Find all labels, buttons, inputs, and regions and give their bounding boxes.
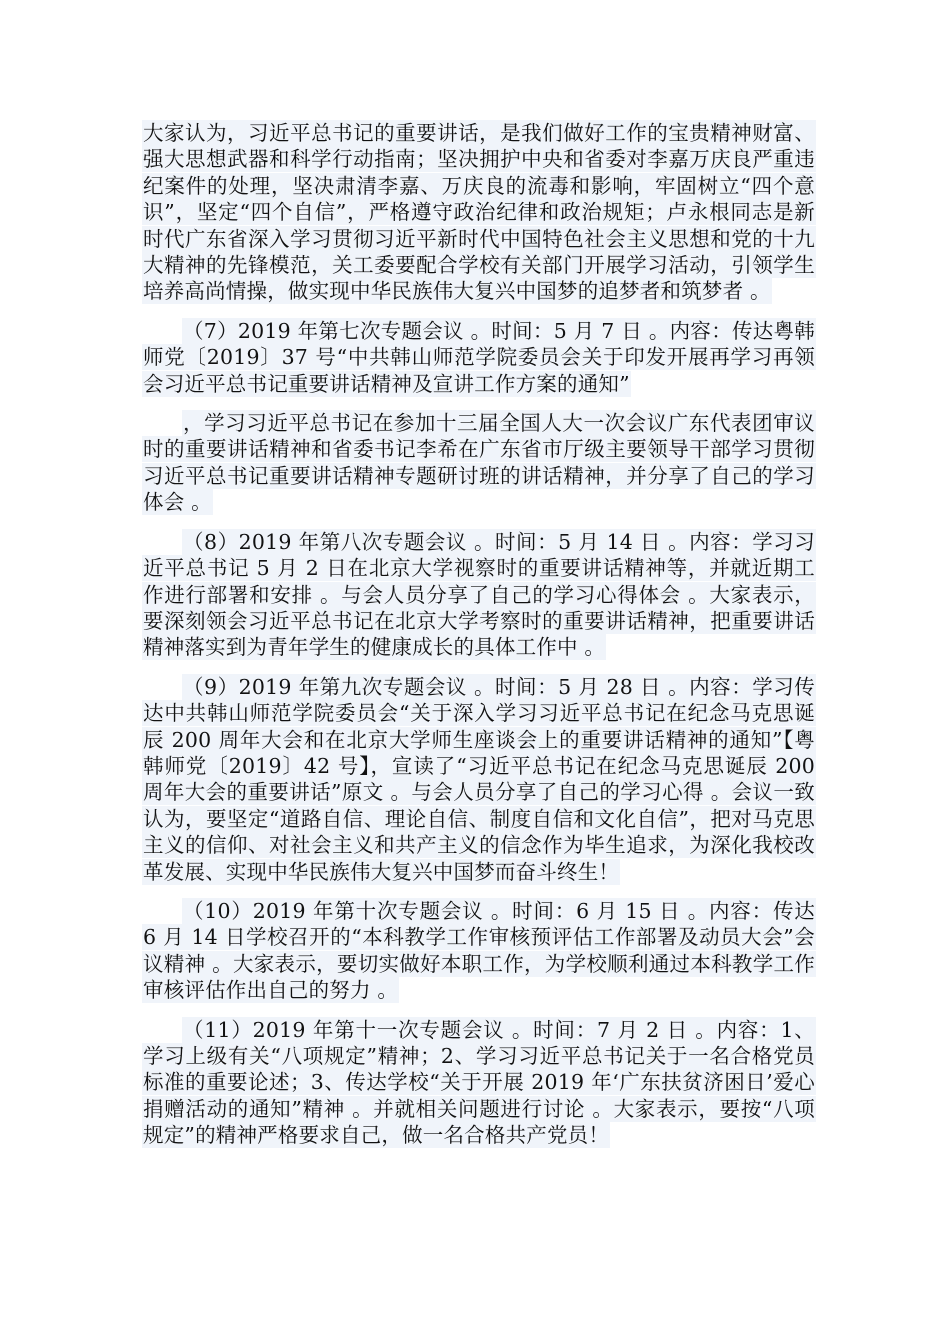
paragraph-7-text: （11）2019 年第十一次专题会议 。时间：7 月 2 日 。内容：1、学习上级有关“八项规定”精神；2、学习习近平总书记关于一名合格党员标准的重要论述；3、传达学校“关于开展 2019 年‘广东扶贫济困日’爱心捐赠活动的通知”精神 。并就相关问题进行讨论 。大家表示，要按“八项规定”的精神严格要求自己，做一名合格共产党员！: [143, 1017, 815, 1148]
paragraph-6: [143, 898, 815, 1004]
paragraph-2-text: （7）2019 年第七次专题会议 。时间：5 月 7 日 。内容：传达粤韩师党〔2019〕37 号“中共韩山师范学院委员会关于印发开展再学习再领会习近平总书记重要讲话精神及宣讲工作方案的通知”: [143, 318, 815, 396]
paragraph-7: [143, 1017, 815, 1149]
paragraph-2: [143, 318, 815, 397]
paragraph-3-text: ，学习习近平总书记在参加十三届全国人大一次会议广东代表团审议时的重要讲话精神和省委书记李希在广东省市厅级主要领导干部学习贯彻习近平总书记重要讲话精神专题研讨班的讲话精神，并分享了自己的学习体会 。: [143, 411, 815, 515]
paragraph-3: [143, 410, 815, 516]
paragraph-5-text: （9）2019 年第九次专题会议 。时间：5 月 28 日 。内容：学习传达中共韩山师范学院委员会“关于深入学习习近平总书记在纪念马克思诞辰 200 周年大会和在北京大学师生座谈会上的重要讲话精神的通知”【粤韩师党〔2019〕42 号】，宣读了“习近平总书记在纪念马克思诞辰 200 周年大会的重要讲话”原文 。与会人员分享了自己的学习心得 。会议一致认为，要坚定“道路自信、理论自信、制度自信和文化自信”，把对马克思主义的信仰、对社会主义和共产主义的信念作为毕生追求，为深化我校改革发展、实现中华民族伟大复兴中国梦而奋斗终生！: [143, 674, 815, 884]
document-page: [143, 120, 815, 1162]
paragraph-1-text: 大家认为，习近平总书记的重要讲话，是我们做好工作的宝贵精神财富、强大思想武器和科学行动指南；坚决拥护中央和省委对李嘉万庆良严重违纪案件的处理，坚决肃清李嘉、万庆良的流毒和影响，牢固树立“四个意识”，坚定“四个自信”，严格遵守政治纪律和政治规矩；卢永根同志是新时代广东省深入学习贯彻习近平新时代中国特色社会主义思想和党的十九大精神的先锋模范，关工委要配合学校有关部门开展学习活动，引领学生培养高尚情操，做实现中华民族伟大复兴中国梦的追梦者和筑梦者 。: [143, 121, 815, 304]
paragraph-5: [143, 674, 815, 885]
paragraph-1: [143, 120, 815, 305]
paragraph-4-text: （8）2019 年第八次专题会议 。时间：5 月 14 日 。内容：学习习近平总书记 5 月 2 日在北京大学视察时的重要讲话精神等，并就近期工作进行部署和安排 。与会人员分享了自己的学习心得体会 。大家表示，要深刻领会习近平总书记在北京大学考察时的重要讲话精神，把重要讲话精神落实到为青年学生的健康成长的具体工作中 。: [143, 529, 815, 660]
paragraph-6-text: （10）2019 年第十次专题会议 。时间：6 月 15 日 。内容：传达 6 月 14 日学校召开的“本科教学工作审核预评估工作部署及动员大会”会议精神 。大家表示，要切实做好本职工作，为学校顺利通过本科教学工作审核评估作出自己的努力 。: [143, 898, 815, 1003]
paragraph-4: [143, 529, 815, 661]
